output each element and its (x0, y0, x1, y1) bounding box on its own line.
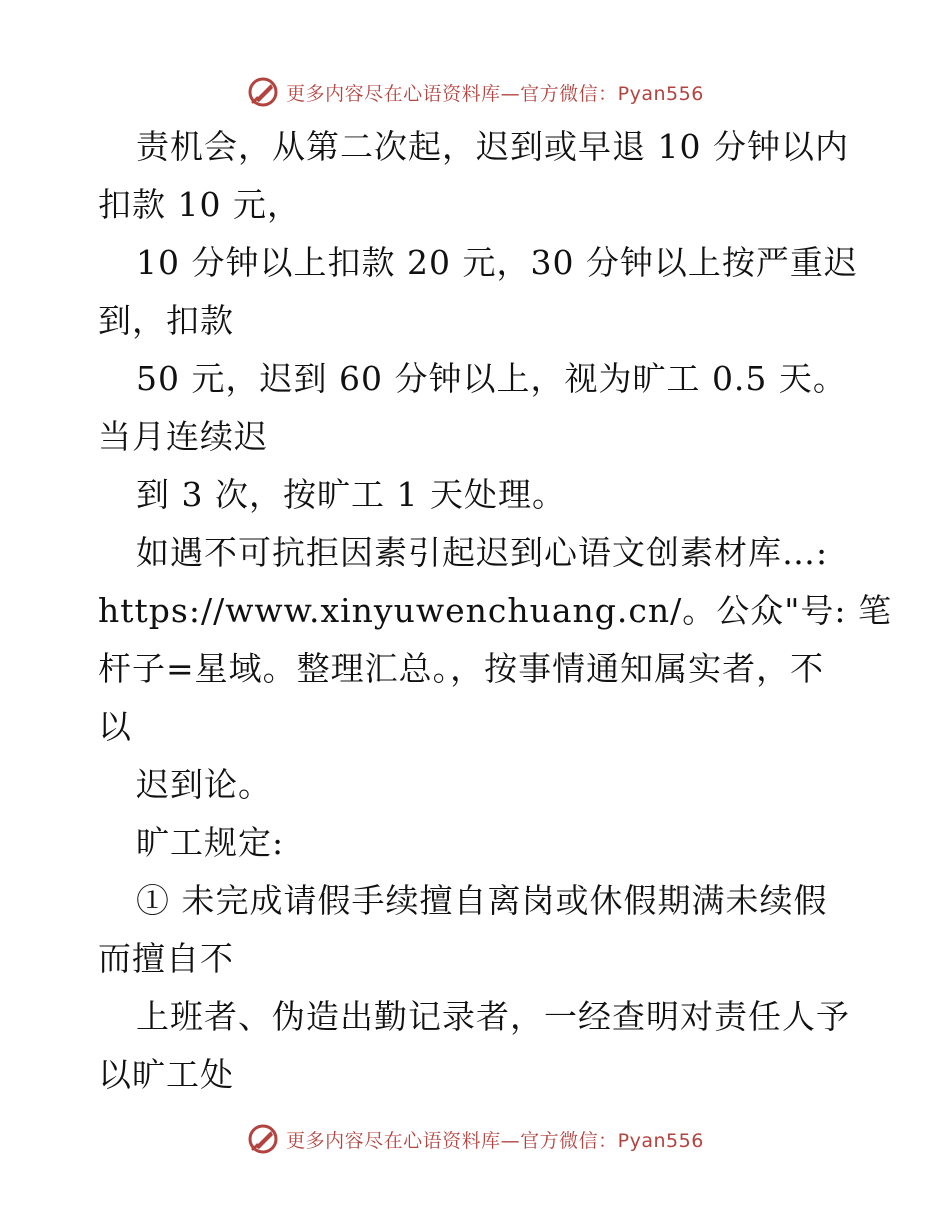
text-line: 50 元，迟到 60 分钟以上，视为旷工 0.5 天。 (136, 359, 847, 398)
text-line: 如遇不可抗拒因素引起迟到心语文创素材库…: (136, 533, 829, 572)
text-line: 以旷工处 (98, 1055, 234, 1094)
text-line: 到，扣款 (98, 301, 234, 340)
text-line: 旷工规定: (136, 823, 285, 862)
banner-text: 更多内容尽在心语资料库—官方微信：Pyan556 (286, 1129, 704, 1152)
header-banner (0, 72, 950, 112)
quill-pen-logo-icon (246, 1122, 280, 1156)
text-line: 当月连续迟 (98, 417, 268, 456)
text-line: 上班者、伪造出勤记录者，一经查明对责任人予 (136, 997, 850, 1036)
text-line: 迟到论。 (136, 765, 272, 804)
text-line: https://www.xinyuwenchuang.cn/。公众"号: 笔 (98, 591, 893, 630)
text-line: 责机会，从第二次起，迟到或早退 10 分钟以内 (136, 127, 849, 166)
text-line: 而擅自不 (98, 939, 234, 978)
text-line: 以 (98, 707, 132, 746)
text-line: ① 未完成请假手续擅自离岗或休假期满未续假 (136, 881, 828, 920)
footer-banner (0, 1119, 950, 1159)
text-line: 到 3 次，按旷工 1 天处理。 (136, 475, 566, 514)
document-body (98, 118, 893, 1104)
text-line: 10 分钟以上扣款 20 元，30 分钟以上按严重迟 (136, 243, 858, 282)
text-line: 杆子=星域。整理汇总。，按事情通知属实者，不 (98, 649, 825, 688)
quill-pen-logo-icon (246, 75, 280, 109)
text-line: 扣款 10 元， (98, 185, 301, 224)
banner-text: 更多内容尽在心语资料库—官方微信：Pyan556 (286, 82, 704, 105)
